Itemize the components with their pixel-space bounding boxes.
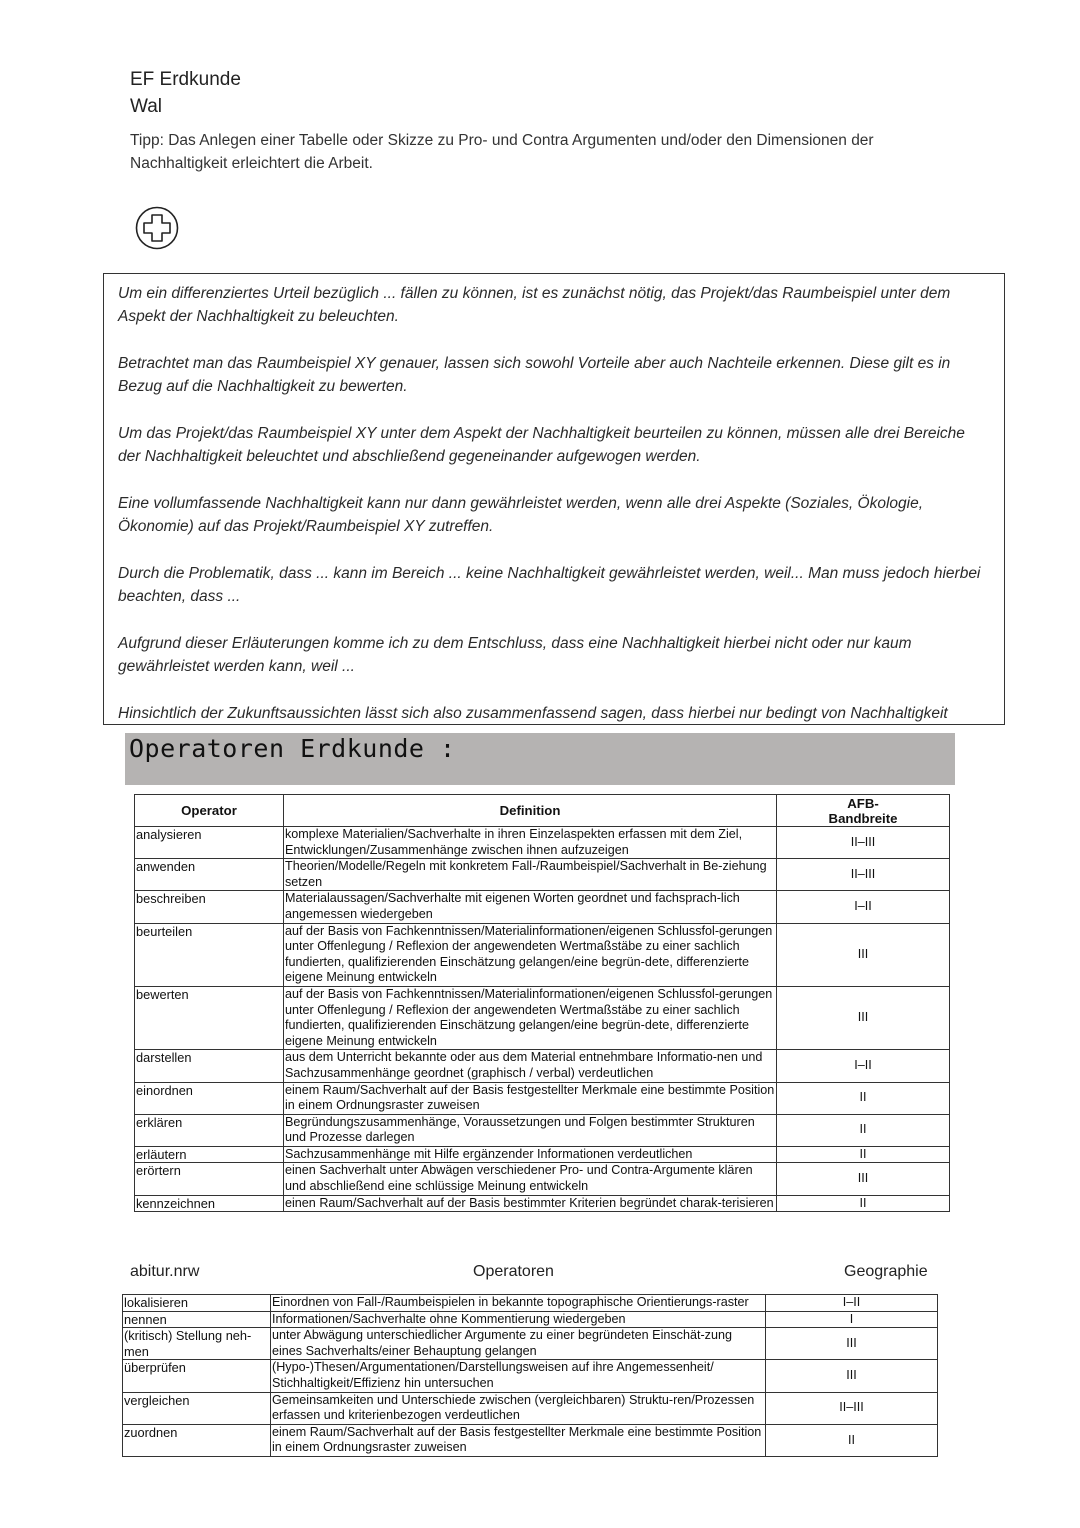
paragraph: Durch die Problematik, dass ... kann im Bereich ... keine Nachhaltigkeit gewährleistet werden, weil... Man muss jedoch hierbei beachten, dass ... (118, 565, 981, 605)
paragraph: Um das Projekt/das Raumbeispiel XY unter dem Aspekt der Nachhaltigkeit beurteilen zu können, müssen alle drei Bereiche der Nachhaltigkeit beleuchtet und abschließend gegeneinander aufgewogen werden. (118, 425, 965, 465)
afb-cell: II (777, 1082, 950, 1114)
afb-cell: II (766, 1424, 938, 1456)
afb-cell: II (777, 1195, 950, 1212)
operator-cell: vergleichen (123, 1392, 271, 1424)
afb-cell: III (777, 1163, 950, 1195)
afb-cell: II (777, 1114, 950, 1146)
table-row (123, 1392, 938, 1424)
operator-cell: erörtern (135, 1163, 284, 1195)
table-row (135, 859, 950, 891)
document-title: EF Erdkunde (130, 69, 241, 90)
table-row (135, 1146, 950, 1163)
source-label: abitur.nrw (130, 1263, 200, 1280)
paragraph: Hinsichtlich der Zukunftsaussichten lässt sich also zusammenfassend sagen, dass hierbei nur bedingt von Nachhaltigkeit (118, 705, 948, 722)
paragraph: Eine vollumfassende Nachhaltigkeit kann nur dann gewährleistet werden, wenn alle drei Aspekte (Soziales, Ökologie, Ökonomie) auf das Projekt/Raumbeispiel XY zutreffen. (118, 495, 924, 535)
table-row (135, 923, 950, 986)
definition-cell: auf der Basis von Fachkenntnissen/Materialinformationen/eigenen Schlussfol-gerungen unter Offenlegung / Reflexion der angewendeten Wertmaßstäbe zu einer sachlich fundierten, qualifizierenden Einschätzung gelangen/eine begrün-dete, differenzierte eigene Meinung entwickeln (284, 923, 777, 986)
table-row (123, 1295, 938, 1312)
column-header-definition: Definition (284, 795, 777, 827)
operator-cell: beurteilen (135, 923, 284, 986)
definition-cell: Einordnen von Fall-/Raumbeispielen in bekannte topographische Orientierungs-raster (271, 1295, 766, 1312)
definition-cell: unter Abwägung unterschiedlicher Argumente zu einer begründeten Einschät-zung eines Sachverhalts/einer Behauptung gelangen (271, 1328, 766, 1360)
tip-text: Tipp: Das Anlegen einer Tabelle oder Skizze zu Pro- und Contra Argumenten und/oder den Dimensionen der Nachhaltigkeit erleichtert die Arbeit. (130, 132, 874, 172)
document-subtitle: Wal (130, 96, 163, 117)
plus-circle-icon (135, 206, 179, 250)
table-row (135, 1114, 950, 1146)
operator-cell: kennzeichnen (135, 1195, 284, 1212)
table-row (135, 827, 950, 859)
column-header-operator: Operator (135, 795, 284, 827)
paragraph: Betrachtet man das Raumbeispiel XY genauer, lassen sich sowohl Vorteile aber auch Nachteile erkennen. Diese gilt es in Bezug auf die Nachhaltigkeit zu bewerten. (118, 355, 951, 395)
operator-cell: erläutern (135, 1146, 284, 1163)
operator-cell: überprüfen (123, 1360, 271, 1392)
afb-cell: I–II (766, 1295, 938, 1312)
table-row (135, 1050, 950, 1082)
afb-cell: I–II (777, 1050, 950, 1082)
afb-cell: I (766, 1311, 938, 1328)
definition-cell: einem Raum/Sachverhalt auf der Basis festgestellter Merkmale eine bestimmte Position in einem Ordnungsraster zuweisen (271, 1424, 766, 1456)
table-row (123, 1360, 938, 1392)
definition-cell: Theorien/Modelle/Regeln mit konkretem Fall-/Raumbeispiel/Sachverhalt in Be-ziehung setzen (284, 859, 777, 891)
afb-cell: II (777, 1146, 950, 1163)
definition-cell: auf der Basis von Fachkenntnissen/Materialinformationen/eigenen Schlussfol-gerungen unter Offenlegung / Reflexion der angewendeten Wertmaßstäbe zu einer sachlich fundierten, qualifizierenden Einschätzung gelangen/eine begrün-dete, differenzierte eigene Meinung entwickeln (284, 986, 777, 1049)
operator-cell: bewerten (135, 986, 284, 1049)
operator-cell: darstellen (135, 1050, 284, 1082)
operator-cell: analysieren (135, 827, 284, 859)
afb-cell: II–III (777, 827, 950, 859)
table-row (135, 1082, 950, 1114)
subject-label: Geographie (844, 1263, 928, 1280)
column-header-afb: AFB- Bandbreite (777, 795, 950, 827)
paragraph: Um ein differenziertes Urteil bezüglich ... fällen zu können, ist es zunächst nötig, das Projekt/das Raumbeispiel unter dem Aspekt der Nachhaltigkeit zu beleuchten. (118, 285, 951, 325)
operator-cell: einordnen (135, 1082, 284, 1114)
section-label: Operatoren (473, 1263, 554, 1280)
table-row (123, 1311, 938, 1328)
operator-cell: erklären (135, 1114, 284, 1146)
afb-cell: I–II (777, 891, 950, 923)
operators-table-1 (134, 794, 950, 1212)
definition-cell: (Hypo-)Thesen/Argumentationen/Darstellungsweisen auf ihre Angemessenheit/ Stichhaltigkeit/Effizienz hin untersuchen (271, 1360, 766, 1392)
operator-cell: anwenden (135, 859, 284, 891)
operators-banner-title: Operatoren Erdkunde : (129, 734, 456, 763)
operators-table-2 (122, 1294, 938, 1457)
definition-cell: Sachzusammenhänge mit Hilfe ergänzender Informationen verdeutlichen (284, 1146, 777, 1163)
operator-cell: lokalisieren (123, 1295, 271, 1312)
table-row (135, 986, 950, 1049)
definition-cell: Gemeinsamkeiten und Unterschiede zwischen (vergleichbaren) Struktu-ren/Prozessen erfassen und kriterienbezogen verdeutlichen (271, 1392, 766, 1424)
afb-cell: III (766, 1328, 938, 1360)
afb-cell: III (777, 986, 950, 1049)
definition-cell: einem Raum/Sachverhalt auf der Basis festgestellter Merkmale eine bestimmte Position in einem Ordnungsraster zuweisen (284, 1082, 777, 1114)
afb-cell: II–III (777, 859, 950, 891)
definition-cell: aus dem Unterricht bekannte oder aus dem Material entnehmbare Informatio-nen und Sachzusammenhänge geordnet (graphisch / verbal) verdeutlichen (284, 1050, 777, 1082)
operator-cell: (kritisch) Stellung neh-men (123, 1328, 271, 1360)
definition-cell: komplexe Materialien/Sachverhalte in ihren Einzelaspekten erfassen mit dem Ziel, Entwicklungen/Zusammenhänge zwischen ihnen aufzuzeigen (284, 827, 777, 859)
table-row (135, 1163, 950, 1195)
operators-banner (125, 733, 955, 785)
table-row (123, 1328, 938, 1360)
definition-cell: einen Raum/Sachverhalt auf der Basis bestimmter Kriterien begründet charak-terisieren (284, 1195, 777, 1212)
operator-cell: beschreiben (135, 891, 284, 923)
table-row (135, 891, 950, 923)
definition-cell: Materialaussagen/Sachverhalte mit eigenen Worten geordnet und fachsprach-lich angemessen wiedergeben (284, 891, 777, 923)
definition-cell: Informationen/Sachverhalte ohne Kommentierung wiedergeben (271, 1311, 766, 1328)
afb-cell: II–III (766, 1392, 938, 1424)
operator-cell: nennen (123, 1311, 271, 1328)
operator-cell: zuordnen (123, 1424, 271, 1456)
paragraph: Aufgrund dieser Erläuterungen komme ich zu dem Entschluss, dass eine Nachhaltigkeit hierbei nicht oder nur kaum gewährleistet werden kann, weil ... (118, 635, 912, 675)
definition-cell: einen Sachverhalt unter Abwägen verschiedener Pro- und Contra-Argumente klären und abschließend eine schlüssige Meinung entwickeln (284, 1163, 777, 1195)
definition-cell: Begründungszusammenhänge, Voraussetzungen und Folgen bestimmter Strukturen und Prozesse darlegen (284, 1114, 777, 1146)
table-row (135, 1195, 950, 1212)
table-row (123, 1424, 938, 1456)
afb-cell: III (766, 1360, 938, 1392)
formulation-text-box (103, 273, 1005, 725)
afb-cell: III (777, 923, 950, 986)
